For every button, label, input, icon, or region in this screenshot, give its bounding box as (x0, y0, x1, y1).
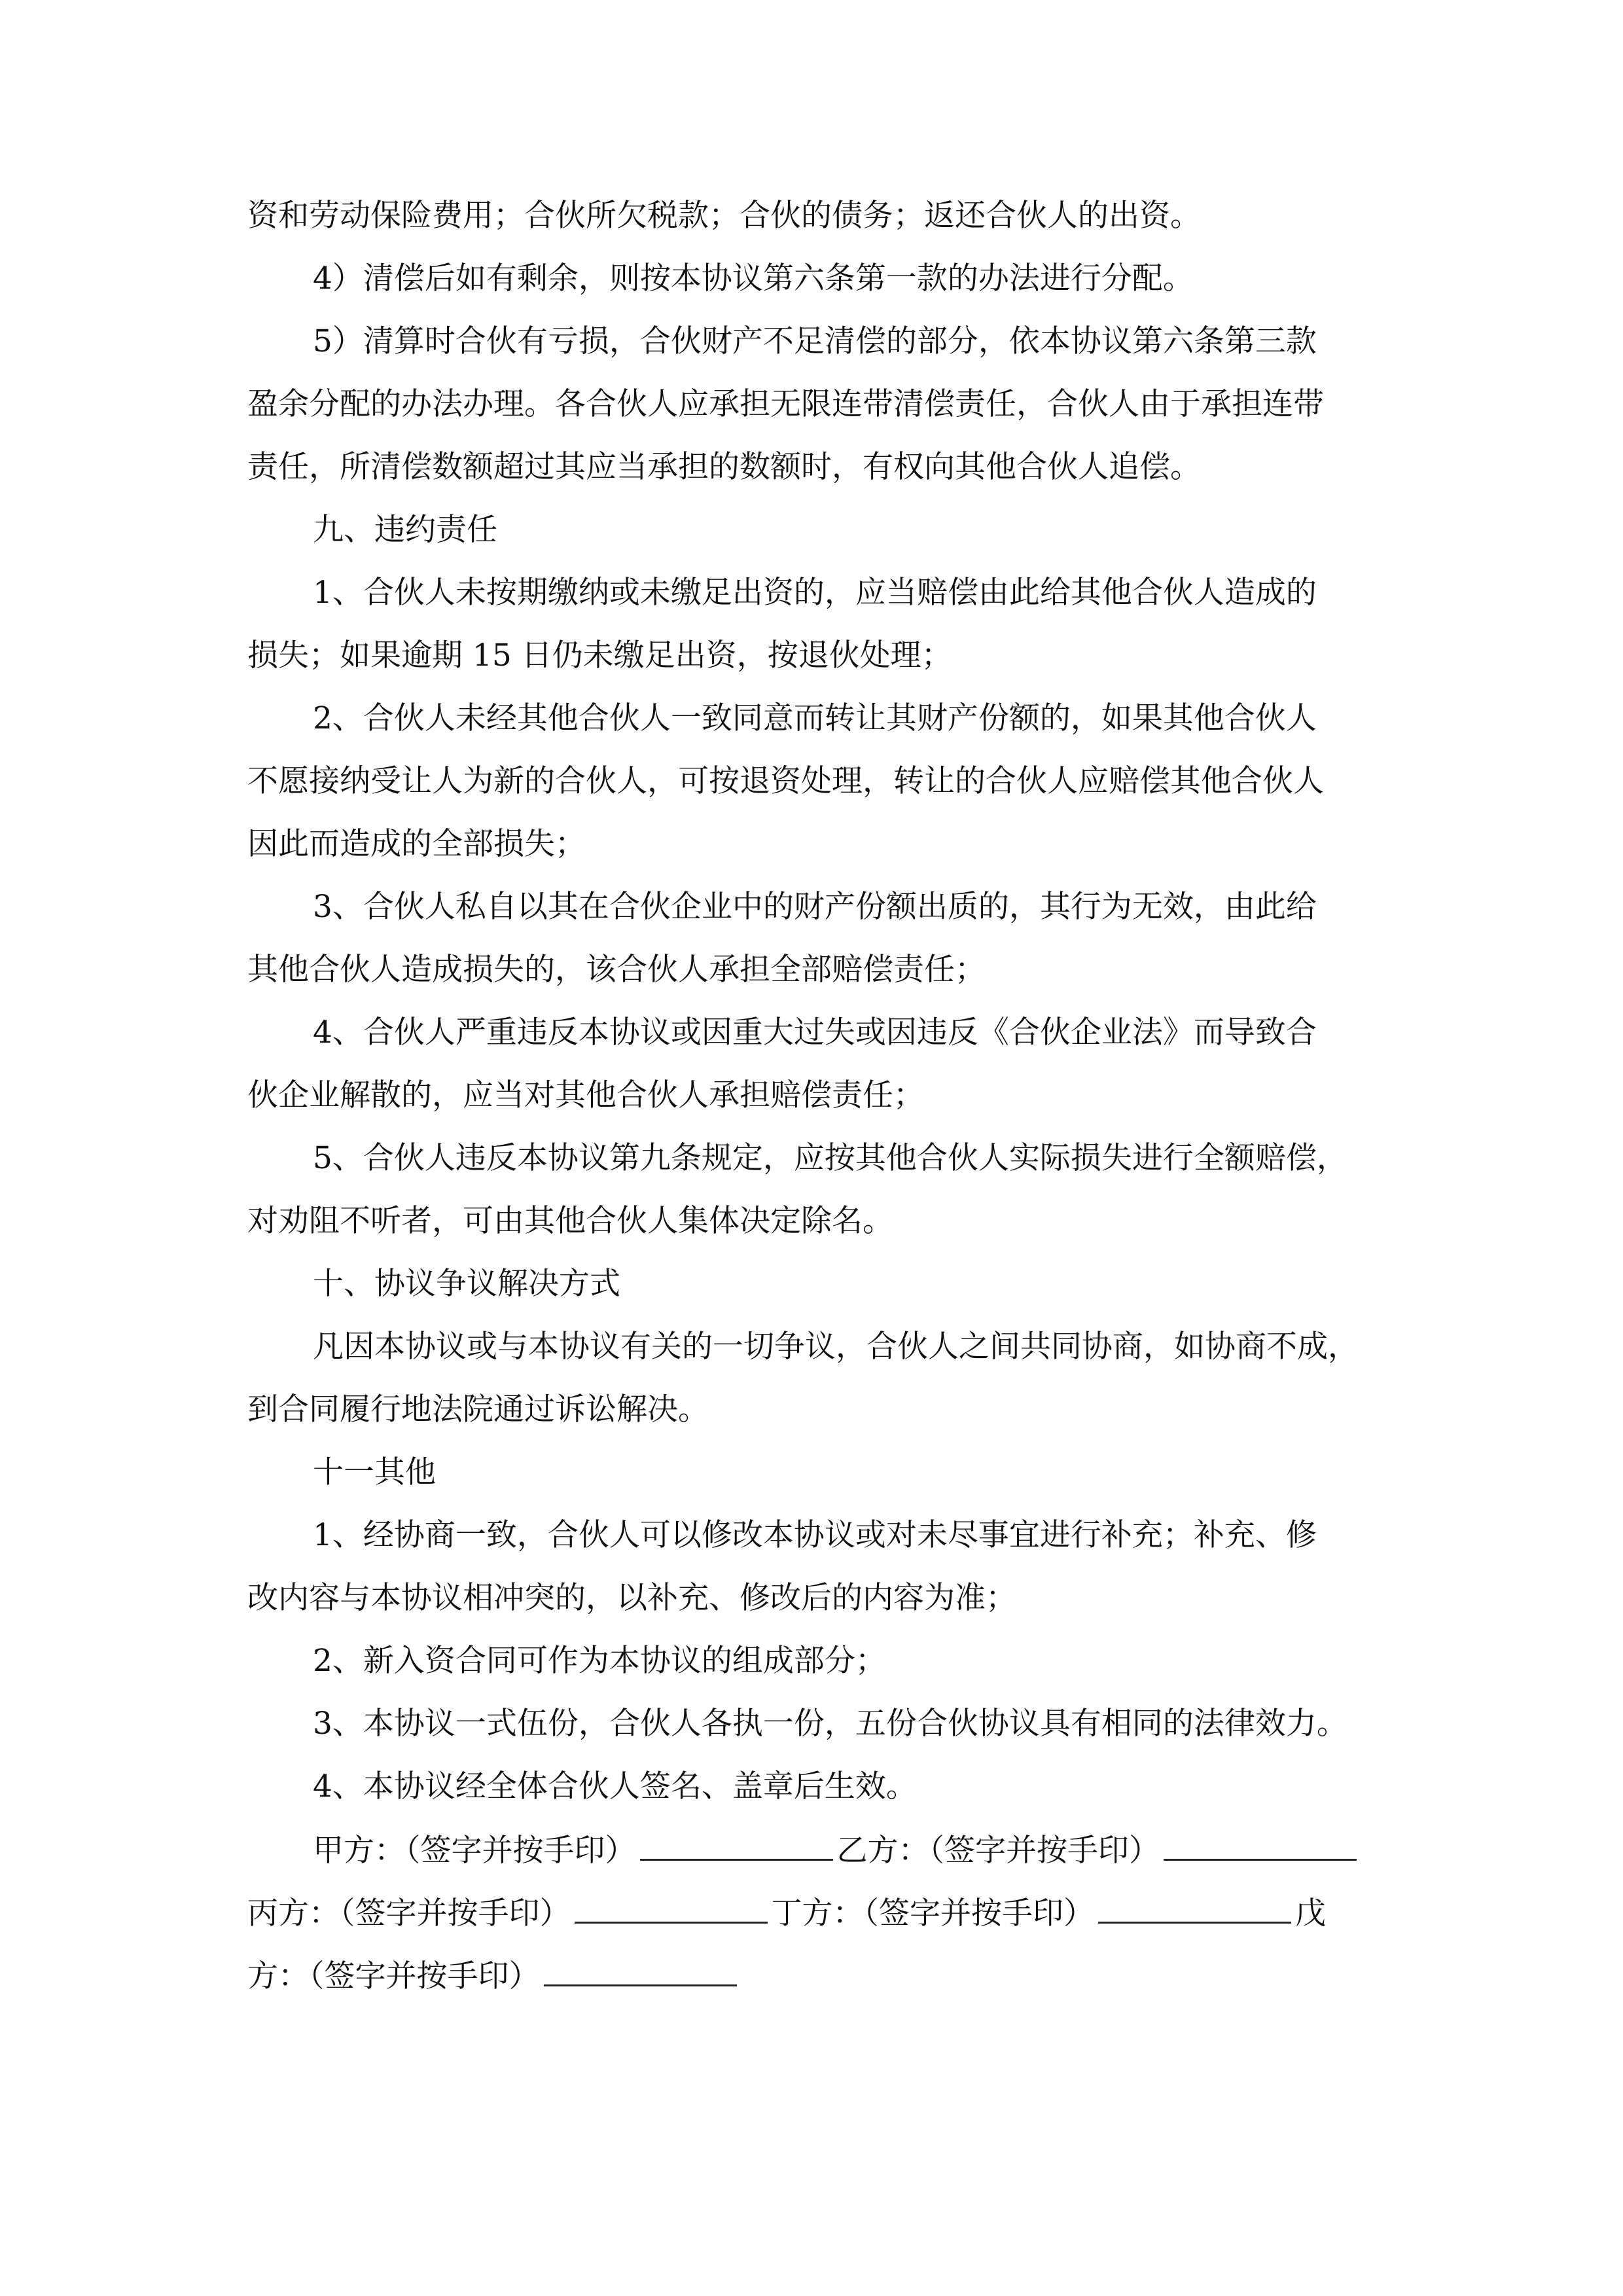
text-line: 4、本协议经全体合伙人签名、盖章后生效。 (313, 1768, 917, 1804)
text-line: 其他合伙人造成损失的，该合伙人承担全部赔偿责任； (247, 952, 986, 988)
signature-label-jia: 甲方：（签字并按手印） (313, 1833, 636, 1869)
text-line: 3、本协议一式伍份，合伙人各执一份，五份合伙协议具有相同的法律效力。 (313, 1706, 1347, 1742)
text-line: 4、合伙人严重违反本协议或因重大过失或因违反《合伙企业法》而导致合 (313, 1014, 1317, 1050)
signature-label-wu-part2: 方：（签字并按手印） (247, 1958, 540, 1994)
text-line: 对劝阻不听者，可由其他合伙人集体决定除名。 (247, 1203, 893, 1239)
text-line: 资和劳动保险费用；合伙所欠税款；合伙的债务；返还合伙人的出资。 (247, 198, 1201, 234)
signature-label-yi: 乙方：（签字并按手印） (836, 1833, 1160, 1869)
text-line: 到合同履行地法院通过诉讼解决。 (247, 1391, 709, 1427)
text-line: 1、合伙人未按期缴纳或未缴足出资的，应当赔偿由此给其他合伙人造成的 (313, 575, 1317, 611)
text-line: 改内容与本协议相冲突的，以补充、修改后的内容为准； (247, 1580, 1016, 1616)
section-heading-10: 十、协议争议解决方式 (313, 1266, 620, 1302)
signature-label-ding: 丁方：（签字并按手印） (771, 1895, 1094, 1931)
signature-blank-jia[interactable] (640, 1830, 833, 1861)
text-line: 3、合伙人私自以其在合伙企业中的财产份额出质的，其行为无效，由此给 (313, 889, 1317, 925)
section-heading-9: 九、违约责任 (313, 512, 497, 548)
signature-label-wu-part1: 戊 (1295, 1895, 1326, 1931)
signature-blank-wu[interactable] (544, 1956, 737, 1986)
text-line: 1、经协商一致，合伙人可以修改本协议或对未尽事宜进行补充；补充、修 (313, 1517, 1317, 1553)
signature-blank-yi[interactable] (1164, 1830, 1357, 1861)
section-heading-11: 十一其他 (313, 1454, 436, 1490)
text-line: 5、合伙人违反本协议第九条规定，应按其他合伙人实际损失进行全额赔偿， (313, 1140, 1347, 1176)
text-line: 4）清偿后如有剩余，则按本协议第六条第一款的办法进行分配。 (313, 260, 1194, 296)
signature-line (247, 1830, 1380, 1869)
text-line: 损失；如果逾期 15 日仍未缴足出资，按退伙处理； (247, 637, 952, 673)
text-line: 不愿接纳受让人为新的合伙人，可按退资处理，转让的合伙人应赔偿其他合伙人 (247, 763, 1324, 799)
signature-label-bing: 丙方：（签字并按手印） (247, 1895, 571, 1931)
signature-line (247, 1893, 1380, 1932)
text-line: 5）清算时合伙有亏损，合伙财产不足清偿的部分，依本协议第六条第三款 (313, 323, 1317, 359)
text-line: 因此而造成的全部损失； (247, 826, 586, 862)
text-line: 伙企业解散的，应当对其他合伙人承担赔偿责任； (247, 1077, 924, 1113)
signature-blank-ding[interactable] (1098, 1893, 1291, 1924)
text-line: 盈余分配的办法办理。各合伙人应承担无限连带清偿责任，合伙人由于承担连带 (247, 386, 1324, 422)
text-line: 2、合伙人未经其他合伙人一致同意而转让其财产份额的，如果其他合伙人 (313, 700, 1317, 736)
text-line: 责任，所清偿数额超过其应当承担的数额时，有权向其他合伙人追偿。 (247, 449, 1201, 485)
signature-line (247, 1956, 1380, 1995)
text-line: 2、新入资合同可作为本协议的组成部分； (313, 1643, 886, 1679)
text-line: 凡因本协议或与本协议有关的一切争议，合伙人之间共同协商，如协商不成， (313, 1329, 1359, 1365)
signature-blank-bing[interactable] (575, 1893, 768, 1924)
